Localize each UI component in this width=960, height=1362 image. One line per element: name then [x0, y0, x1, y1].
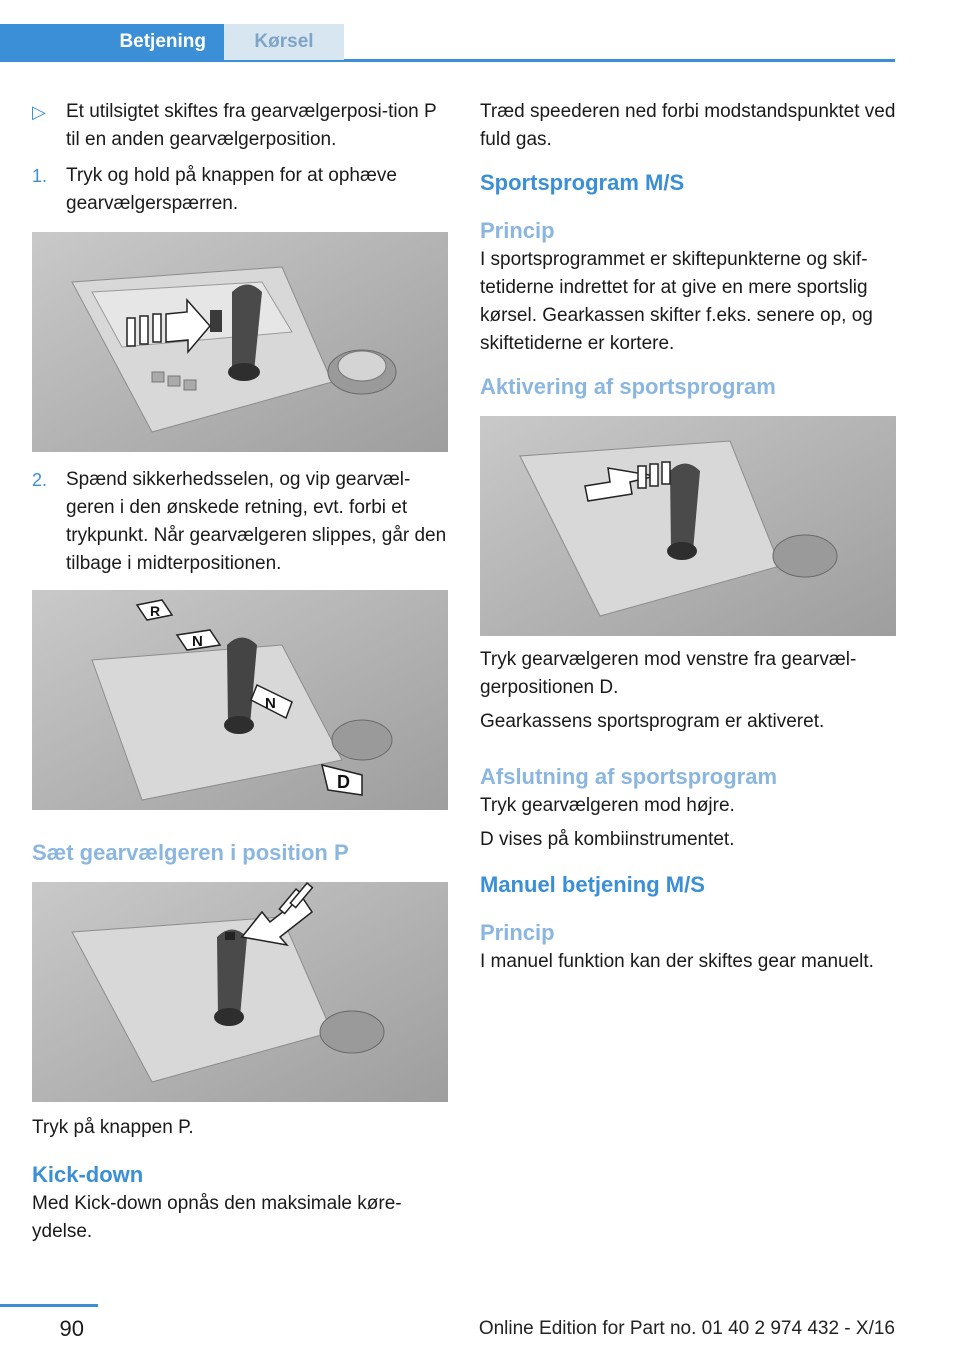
heading-princip: Princip	[480, 920, 555, 945]
tab-korsel[interactable]: Kørsel	[224, 24, 344, 60]
park-button-illustration	[32, 882, 448, 1102]
text-end-2: D vises på kombiinstrumentet.	[480, 829, 735, 850]
right-column	[480, 98, 896, 982]
fig2-label: N	[192, 633, 203, 650]
warning-item	[32, 98, 448, 154]
fig2-label: R	[150, 603, 161, 619]
footer-rule	[0, 1304, 98, 1307]
tab-betjening[interactable]: Betjening	[0, 24, 224, 60]
chapter-tab-bar	[0, 24, 895, 62]
text-activate-1: Tryk gearvælgeren mod venstre fra gearvæl-gerpositionen D.	[480, 649, 857, 698]
text-press-p: Tryk på knappen P.	[32, 1117, 194, 1138]
heading-manual: Manuel betjening M/S	[480, 872, 705, 897]
text-princip-manual: I manuel funktion kan der skiftes gear manuelt.	[480, 951, 874, 972]
step-1-text: Tryk og hold på knappen for at ophæve gearvælgerspærren.	[66, 165, 397, 214]
gear-positions-illustration	[32, 590, 448, 810]
warning-text: Et utilsigtet skiftes fra gearvælgerposi-tion P til en anden gearvælgerposition.	[66, 101, 437, 150]
heading-end-sport: Afslutning af sportsprogram	[480, 764, 778, 789]
text-princip-sport: I sportsprogrammet er skiftepunkterne og skif-tetiderne indrettet for at give en mere sportslig kørsel. Gearkassen skifter f.eks. senere op, og skiftetiderne er kortere.	[480, 249, 873, 354]
step-2	[32, 466, 448, 578]
gear-selector-button-illustration	[32, 232, 448, 452]
text-kickdown: Med Kick-down opnås den maksimale køre-ydelse.	[32, 1193, 402, 1242]
left-column	[32, 98, 448, 1252]
text-activate-2: Gearkassens sportsprogram er aktiveret.	[480, 711, 825, 732]
edition-text: Online Edition for Part no. 01 40 2 974 432 - X/16	[478, 1318, 895, 1339]
heading-princip: Princip	[480, 218, 555, 243]
heading-kickdown: Kick-down	[32, 1162, 144, 1187]
step-1	[32, 162, 448, 218]
fig2-label: D	[337, 772, 350, 792]
fig2-label: N	[265, 695, 276, 712]
step-2-text: Spænd sikkerhedsselen, og vip gearvæl-geren i den ønskede retning, evt. forbi et trykpunkt. Når gearvælgeren slippes, går den tilbage i midterpositionen.	[66, 469, 447, 574]
text-speeder: Træd speederen ned forbi modstandspunktet ved fuld gas.	[480, 101, 896, 150]
heading-sport-program: Sportsprogram M/S	[480, 170, 685, 195]
page-number: 90	[59, 1316, 84, 1341]
triangle-marker-icon: ▷	[32, 102, 46, 122]
step-number: 2.	[32, 470, 48, 490]
step-number: 1.	[32, 166, 48, 186]
text-end-1: Tryk gearvælgeren mod højre.	[480, 795, 735, 816]
sport-activation-illustration	[480, 416, 896, 636]
heading-position-p: Sæt gearvælgeren i position P	[32, 840, 349, 865]
heading-activate-sport: Aktivering af sportsprogram	[480, 374, 776, 399]
